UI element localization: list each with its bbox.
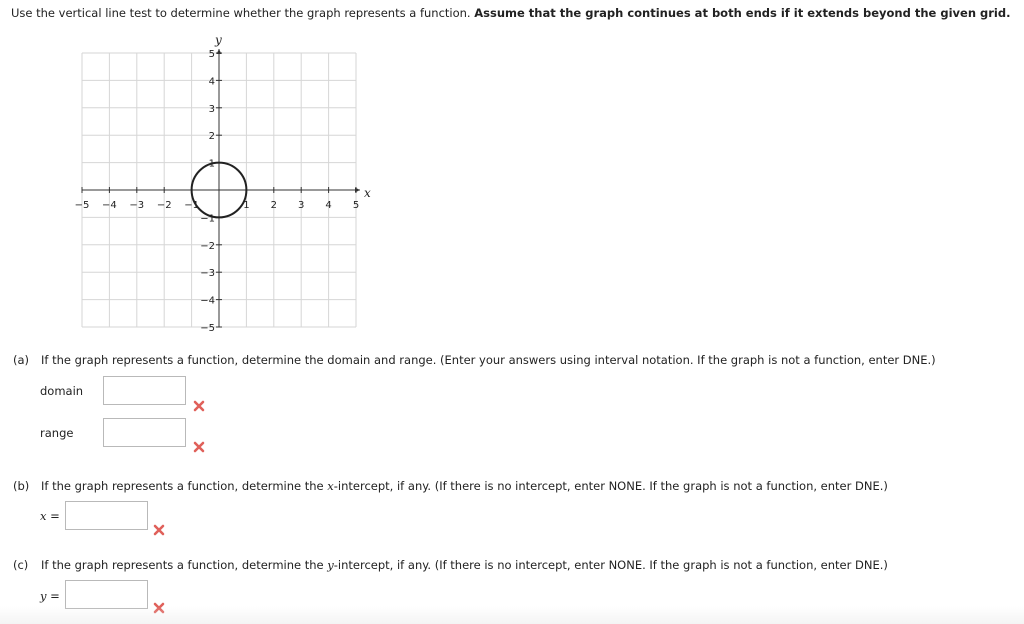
part-c-text-after: -intercept, if any. (If there is no intercept, enter NONE. If the graph is not a function, enter DNE.) [333, 558, 888, 572]
x-intercept-eq: = [46, 509, 60, 523]
x-tick-label: −4 [102, 200, 117, 211]
y-intercept-eq: = [46, 589, 60, 603]
x-intercept-label [40, 509, 60, 523]
x-intercept-var: x [40, 509, 47, 523]
y-tick-label: −2 [200, 240, 215, 252]
x-tick-label: 2 [270, 200, 277, 211]
instructions-bold: Assume that the graph continues at both ends if it extends beyond the given grid. [474, 6, 1011, 20]
x-intercept-incorrect-icon [153, 524, 165, 536]
x-tick-label: −2 [156, 200, 172, 211]
part-a-prompt [13, 353, 936, 367]
y-tick-label: 2 [208, 131, 215, 143]
part-c-prompt [13, 558, 888, 572]
y-axis-label: y [215, 33, 222, 47]
x-tick-label: 1 [243, 200, 250, 211]
y-tick-label: −5 [200, 323, 215, 334]
y-tick-label: 5 [208, 49, 215, 60]
range-incorrect-icon [193, 441, 205, 453]
y-tick-label: 1 [208, 158, 215, 170]
part-b-prompt [13, 479, 888, 493]
instructions-text: Use the vertical line test to determine whether the graph represents a function. [11, 6, 475, 20]
x-tick-label: 5 [352, 200, 360, 211]
domain-label: domain [40, 384, 84, 398]
y-intercept-label [40, 589, 60, 603]
y-tick-label: −3 [200, 268, 215, 280]
y-tick-label: 4 [208, 76, 215, 88]
part-b-var: x [327, 479, 334, 493]
part-c-label: (c) [13, 558, 29, 572]
y-tick-label: −1 [200, 213, 215, 225]
range-input[interactable] [103, 418, 186, 447]
x-axis-label: x [364, 186, 371, 200]
x-tick-label: −3 [129, 200, 145, 211]
x-tick-label: 3 [298, 200, 305, 211]
range-label: range [40, 426, 74, 440]
x-tick-label: 4 [325, 200, 332, 211]
part-b-text-after: -intercept, if any. (If there is no intercept, enter NONE. If the graph is not a function, enter DNE.) [333, 479, 888, 493]
graph-axes [82, 49, 360, 327]
domain-input[interactable] [103, 376, 186, 405]
part-a-label: (a) [13, 353, 30, 367]
part-c-text-before: If the graph represents a function, determine the [41, 558, 328, 572]
bottom-fade [0, 606, 1024, 624]
graph-ticks [75, 49, 360, 334]
y-tick-label: −4 [200, 295, 215, 307]
y-tick-label: 3 [208, 103, 215, 115]
part-b-text-before: If the graph represents a function, determine the [41, 479, 328, 493]
y-intercept-input[interactable] [65, 580, 148, 609]
y-intercept-var: y [40, 589, 47, 603]
x-tick-label: −1 [184, 200, 199, 211]
x-tick-label: −5 [74, 200, 90, 211]
part-a-text: If the graph represents a function, determine the domain and range. (Enter your answers using interval notation. If the graph is not a function, enter DNE.) [41, 353, 936, 367]
x-intercept-input[interactable] [65, 501, 148, 530]
part-b-label: (b) [13, 479, 30, 493]
part-c-var: y [327, 558, 334, 572]
domain-incorrect-icon [193, 400, 205, 412]
